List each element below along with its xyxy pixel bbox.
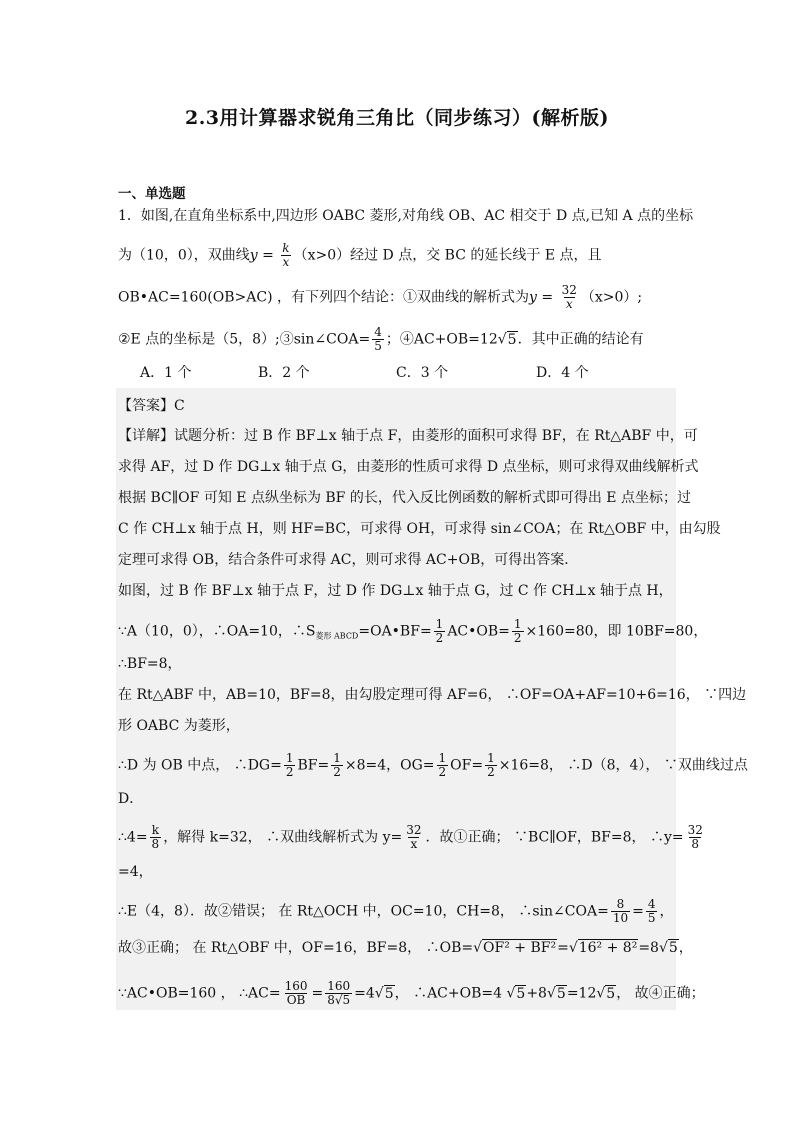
fraction-denominator: 8 <box>691 837 700 851</box>
text-span: ×16=8， ∴D（8，4）， ∵双曲线过点 <box>498 757 748 774</box>
text-span: ②E 点的坐标是（5，8）;③sin∠COA= <box>118 331 371 348</box>
solution-line-13 <box>118 823 703 851</box>
option-d[interactable]: D．4 个 <box>536 365 589 381</box>
solution-line-14: =4， <box>118 864 153 880</box>
solution-line-7 <box>118 617 708 647</box>
sqrt-radicand: OF² + BF² <box>483 940 557 956</box>
fraction-denominator: 8 <box>151 837 160 851</box>
text-span: ， <box>659 903 674 920</box>
fraction-denominator: 5 <box>374 339 382 353</box>
fraction-denominator: x <box>410 837 418 851</box>
text-span: OB•AC=160(OB>AC) ，有下列四个结论：①双曲线的解析式为 <box>118 289 529 306</box>
solution-line-6: 如图，过 B 作 BF⊥x 轴于点 F，过 D 作 DG⊥x 轴于点 G，过 C 作 CH⊥x 轴于点 H， <box>118 583 673 599</box>
fraction <box>325 980 352 1007</box>
solution-line-15 <box>118 898 674 925</box>
fraction-denominator: 2 <box>487 765 495 779</box>
text-span: =8 <box>638 940 659 956</box>
solution-line-12: D． <box>118 791 144 807</box>
text-span: ， 故④正确； <box>616 985 705 1002</box>
fraction <box>646 898 658 925</box>
text-span: = <box>536 289 558 306</box>
text-span: ；④AC+OB= <box>385 331 480 348</box>
fraction <box>280 242 291 269</box>
solution-line-4: C 作 CH⊥x 轴于点 H，则 HF=BC，可求得 OH，可求得 sin∠COA；在 Rt△OBF 中，由勾股 <box>118 521 721 537</box>
text-span: ∵AC•OB=160 ， ∴AC= <box>118 985 281 1002</box>
option-a[interactable]: A．1 个 <box>140 365 192 381</box>
fraction-denominator: OB <box>286 993 306 1007</box>
sqrt-radicand: 5 <box>507 331 517 348</box>
fraction-numerator: 1 <box>487 751 495 765</box>
fraction-numerator: 32 <box>406 823 422 837</box>
fraction <box>434 618 446 645</box>
solution-line-1: 【详解】试题分析：过 B 作 BF⊥x 轴于点 F，由菱形的面积可求得 BF，在 Rt△ABF 中，可 <box>118 428 698 444</box>
solution-line-9: 在 Rt△ABF 中，AB=10，BF=8，由勾股定理可得 AF=6， ∴OF=OA+AF=10+6=16， ∵四边 <box>118 687 747 703</box>
fraction-denominator: x <box>565 297 573 311</box>
fraction-denominator: 2 <box>438 765 447 779</box>
solution-line-5: 定理可求得 OB，结合条件可求得 AC，则可求得 AC+OB，可得出答案． <box>118 552 579 568</box>
text-span: （x>0）; <box>580 289 643 306</box>
text-span: ∴E（4，8）．故②错误； 在 Rt△OCH 中，OC=10，CH=8， ∴sin∠COA= <box>118 903 609 920</box>
solution-line-2: 求得 AF，过 D 作 DG⊥x 轴于点 G，由菱形的性质可求得 D 点坐标，则可求得双曲线解析式 <box>118 459 699 475</box>
fraction-denominator: 2 <box>285 765 294 779</box>
text-span: ．故①正确； ∵BC∥OF，BF=8， ∴y= <box>425 829 684 846</box>
fraction-numerator: 1 <box>333 751 341 765</box>
fraction-numerator: k <box>151 823 159 837</box>
fraction-denominator: x <box>282 255 290 269</box>
question-line-3 <box>118 284 678 311</box>
fraction-numerator: 32 <box>687 823 703 837</box>
page-title: 2.3用计算器求锐角三角比（同步练习）(解析版) <box>184 107 610 129</box>
text-span: +8 <box>526 985 547 1002</box>
sqrt-radicand: 5 <box>606 985 616 1002</box>
fraction-numerator: 8 <box>616 897 625 911</box>
sqrt-radicand: 16² + 8² <box>578 940 638 956</box>
sqrt-radicand: 5 <box>556 985 566 1002</box>
question-line-4: ②E 点的坐标是（5，8）;③sin∠COA= $\frac{4}{5}$ ；④AC+OB=12√5．其中正确的结论有 <box>118 325 644 353</box>
text-span: ，解得 k=32， ∴双曲线解析式为 y= <box>163 829 403 846</box>
solution-line-17: ∵AC•OB=160 ， ∴AC= $\frac{160}{OB}$ = $\frac{160}{8√5}$ =4√5， ∴AC+OB=4 √5+8√5=12√5， 故④正确； <box>118 979 705 1007</box>
fraction-numerator: 4 <box>374 325 382 339</box>
subscript: 菱形 ABCD <box>315 631 359 641</box>
text-span: ×8=4，OG= <box>344 757 435 774</box>
sqrt-radicand: 5 <box>384 985 394 1002</box>
fraction-numerator: 1 <box>285 751 294 765</box>
fraction-numerator: 1 <box>438 751 447 765</box>
text-span: 12 <box>479 331 498 348</box>
text-span: （x>0）经过 D 点，交 BC 的延长线于 E 点，且 <box>293 247 602 264</box>
fraction-numerator: 160 <box>284 979 308 993</box>
text-span: = <box>311 985 324 1002</box>
fraction-denominator: 5 <box>647 911 656 925</box>
text-span: BF= <box>297 757 330 774</box>
text-span: ×160=80，即 10BF=80， <box>525 623 708 640</box>
text-span: ∴D 为 OB 中点， ∴DG= <box>118 757 282 774</box>
fraction <box>512 618 524 645</box>
section-heading: 一、单选题 <box>118 186 186 202</box>
answer-line: 【答案】C <box>118 398 185 414</box>
fraction <box>283 980 310 1007</box>
fraction-numerator: 32 <box>561 283 577 297</box>
text-span: ∵A（10，0），∴OA=10，∴S <box>118 623 316 640</box>
fraction <box>611 898 630 925</box>
fraction <box>437 752 449 779</box>
solution-line-11 <box>118 751 748 779</box>
text-span: =OA•BF= <box>358 623 432 640</box>
solution-line-8: ∴BF=8， <box>118 656 182 672</box>
fraction-denominator: 2 <box>435 631 444 645</box>
fraction-numerator: k <box>282 241 290 255</box>
math-var: y <box>529 289 537 306</box>
fraction <box>284 752 296 779</box>
fraction <box>485 752 497 779</box>
text-span: ， ∴AC+OB=4 <box>394 985 507 1002</box>
fraction-numerator: 4 <box>647 897 656 911</box>
fraction-denominator: 10 <box>612 911 629 925</box>
text-span: 故③正确； 在 Rt△OBF 中，OF=16，BF=8， ∴OB= <box>118 940 474 956</box>
solution-line-10: 形 OABC 为菱形， <box>118 718 240 734</box>
fraction-numerator: 1 <box>435 617 444 631</box>
question-line-2 <box>118 242 678 269</box>
text-span: 为（10，0），双曲线 <box>118 247 250 264</box>
sqrt-radicand: 5 <box>668 940 678 956</box>
fraction-denominator: 2 <box>333 765 341 779</box>
solution-line-16: 故③正确； 在 Rt△OBF 中，OF=16，BF=8， ∴OB=√OF² + BF²=√16² + 8²=8√5， <box>118 940 693 956</box>
fraction <box>331 752 343 779</box>
fraction <box>150 824 162 851</box>
text-span: = <box>257 247 279 264</box>
fraction <box>404 824 423 851</box>
fraction <box>372 326 384 353</box>
option-c[interactable]: C．3 个 <box>396 365 449 381</box>
fraction <box>686 824 705 851</box>
text-span: AC•OB= <box>447 623 510 640</box>
text-span: = <box>632 903 644 920</box>
text-span: ．其中正确的结论有 <box>517 331 644 348</box>
fraction-numerator: 160 <box>327 979 351 993</box>
solution-line-3: 根据 BC∥OF 可知 E 点纵坐标为 BF 的长，代入反比例函数的解析式即可得出 E 点坐标；过 <box>118 490 691 506</box>
option-b[interactable]: B．2 个 <box>258 365 310 381</box>
text-span: ∴4= <box>118 829 148 846</box>
text-span: =12 <box>566 985 597 1002</box>
fraction-denominator: 8√5 <box>327 993 351 1007</box>
math-var: y <box>249 247 258 264</box>
fraction <box>560 284 579 311</box>
question-line-1: 1．如图,在直角坐标系中,四边形 OABC 菱形,对角线 OB、AC 相交于 D 点,已知 A 点的坐标 <box>118 208 694 224</box>
sqrt-radicand: 5 <box>516 985 526 1002</box>
text-span: =4 <box>354 985 375 1002</box>
fraction-numerator: 1 <box>513 617 522 631</box>
text-span: = <box>557 940 569 956</box>
text-span: ， <box>678 940 693 956</box>
text-span: OF= <box>450 757 484 774</box>
fraction-denominator: 2 <box>513 631 522 645</box>
